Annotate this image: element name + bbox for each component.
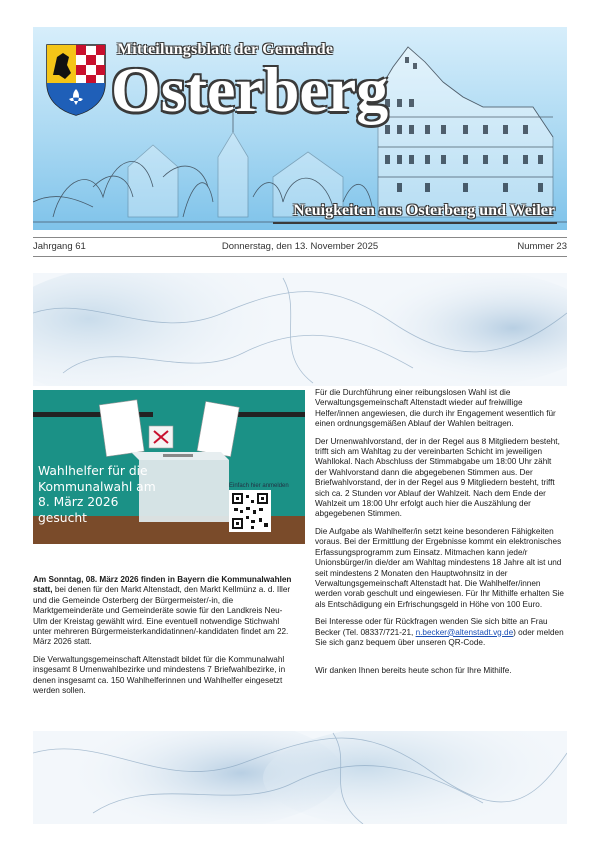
article-lead-rest: bei denen für den Markt Altenstadt, den Markt Kellmünz a. d. Iller und die Gemeinde Osterberg der Bürgermeister/-in, die Marktgemeinderäte und Gemeinderäte sowie für den Landkreis Neu-Ulm der Kreistag gewählt wird. Eine eventuell notwendige Stichwahl unter mehreren Bürgermeisterkandidatinnen/-kandidaten findet am 22. März 2026 statt. bbox=[33, 585, 291, 647]
article-column-right bbox=[315, 388, 565, 684]
masthead-subtitle: Mitteilungsblatt der Gemeinde bbox=[117, 41, 334, 58]
article-paragraph: Der Urnenwahlvorstand, der in der Regel aus 8 Mitgliedern besteht, trifft sich am Wahltag zu der vereinbarten Schicht im jeweiligen Wahllokal. Nach Abschluss der Stimmabgabe um 18:00 Uhr zählt der Wahlvorstand dann die abgegebenen Stimmen aus. Der Briefwahlvorstand, der in der Regel aus 9 Mitgliedern besteht, trifft sich ca. 2 Stunden vor Ablauf der Wahlzeit. Nach dem Ende der Wahlzeit um 18:00 Uhr erfolgt auch hier die Auszählung der abgegebenen Stimmen. bbox=[315, 436, 560, 519]
article-frame bbox=[33, 273, 567, 824]
article-paragraph: Für die Durchführung einer reibungslosen Wahl ist die Verwaltungsgemeinschaft Altenstadt wieder auf freiwillige Helfer/innen angewiesen, die durch ihr Engagement wesentlich für einen ordnungsgemäßen Ablauf der Wahlen beitragen. bbox=[315, 388, 556, 429]
article-paragraph bbox=[33, 575, 295, 648]
masthead-title: Osterberg bbox=[111, 54, 389, 125]
issue-info-bar bbox=[33, 237, 567, 257]
contact-text-end: ) oder melden Sie sich ganz bequem über unseren QR-Code. bbox=[315, 627, 564, 647]
wahlhelfer-flyer bbox=[33, 390, 305, 544]
article-paragraph bbox=[315, 617, 565, 648]
issue-number: Nummer 23 bbox=[517, 241, 567, 252]
masthead bbox=[33, 27, 567, 230]
contact-text-start: Bei Interesse oder für Rückfragen wenden Sie sich bitte an Frau Becker (Tel. 08337/721-21, bbox=[315, 617, 548, 637]
contact-email-link[interactable]: n.becker@altenstadt.vg.de bbox=[415, 627, 514, 637]
masthead-divider bbox=[273, 222, 557, 224]
municipal-coat-of-arms bbox=[45, 43, 107, 117]
flyer-qr-caption: Einfach hier anmelden bbox=[229, 483, 289, 489]
article-column-left bbox=[33, 575, 295, 703]
masthead-tagline: Neuigkeiten aus Osterberg und Weiler bbox=[293, 202, 555, 219]
flyer-heading: Wahlhelfer für die Kommunalwahl am 8. März 2026 gesucht bbox=[38, 464, 156, 525]
article-lead-bold: Am Sonntag, 08. März 2026 finden in Bayern die Kommunalwahlen statt, bbox=[33, 575, 292, 595]
issue-date: Donnerstag, den 13. November 2025 bbox=[221, 241, 379, 252]
article-paragraph: Die Verwaltungsgemeinschaft Altenstadt bildet für die Kommunalwahl insgesamt 8 Urnenwahlbezirke und mindestens 7 Briefwahlbezirke, in denen insgesamt ca. 150 Wahlhelferinnen und Wahlhelfer eingesetzt werden sollen. bbox=[33, 654, 286, 696]
article-paragraph: Die Aufgabe als Wahlhelfer/in setzt keine besonderen Fähigkeiten voraus. Bei der Ermittlung der Ergebnisse kommt ein elektronisches Erfassungsprogramm zum Einsatz. Mitmachen kann jede/r Unionsbürger/in die/der am Wahltag mindestens 18 Jahre alt ist und seit mindestens 2 Monaten den Hauptwohnsitz in der Verwaltungsgemeinschaft Altenstadt hat. Die Wahlhelfer/innen werden vorab geschult und eingewiesen. Für Ihr Mithilfe erhalten Sie als Entschädigung ein Erfrischungsgeld in Höhe von 100 Euro. bbox=[315, 526, 564, 609]
closing-paragraph: Wir danken Ihnen bereits heute schon für Ihre Mithilfe. bbox=[315, 666, 512, 676]
issue-volume: Jahrgang 61 bbox=[33, 241, 86, 252]
